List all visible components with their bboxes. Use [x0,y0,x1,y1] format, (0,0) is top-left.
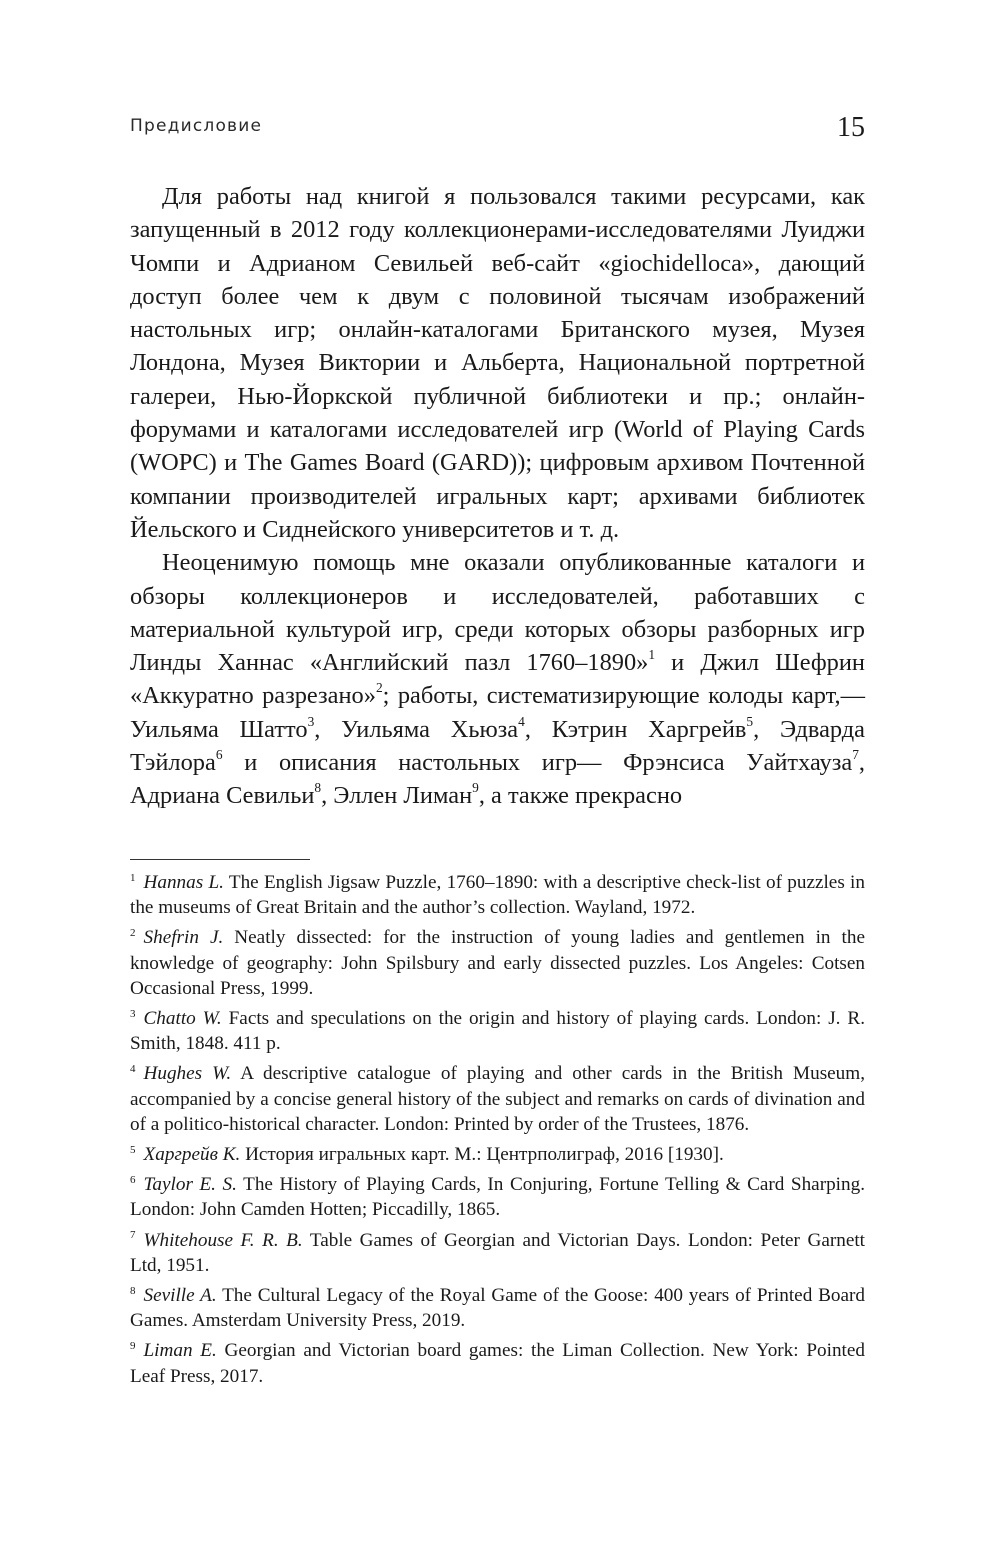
footnote-reference: 2 [375,680,383,696]
page-number: 15 [837,112,865,143]
footnote [130,925,865,1001]
footnote-text: Facts and speculations on the origin and history of playing cards. London: J. R. Smith, 1848. 411 p. [130,1008,866,1055]
footnote-author: Taylor E. S. [143,1174,237,1196]
body-text-run: , а также прекрасно [478,782,683,810]
footnote-number: 5 [130,1143,136,1156]
footnote-author: Whitehouse F. R. B. [143,1229,303,1251]
footnote-reference: 7 [852,746,859,762]
footnote-reference: 5 [746,713,754,729]
footnote-author: Харгрейв К. [143,1144,241,1166]
body-text-run: , Кэтрин Харгрейв [524,715,747,743]
footnote-text: The English Jigsaw Puzzle, 1760–1890: with a descriptive check-list of puzzles in the museums of Great Britain and the author’s collection. Wayland, 1972. [130,872,865,919]
footnote-reference: 8 [314,780,322,796]
footnote [130,1142,865,1167]
body-text-run: ; работы, систематизирующие колоды карт,— Уильяма Шатто [130,682,865,743]
body-text-run: Для работы над книгой я пользовался такими ресурсами, как запущенный в 2012 году коллекционерами-исследователями Луиджи Чомпи и Адрианом Севильей веб-сайт «giochidelloca», дающий доступ более чем к двум с половиной тысячам изображений настольных игр; онлайн-каталогами Британского музея, Музея Лондона, Музея Виктории и Альберта, Национальной портретной галереи, Нью-Йоркской публичной библиотеки и пр.; онлайн-форумами и каталогами исследователей игр (World of Playing Cards (WOPC) и The Games Board (GARD)); цифровым архивом Почтенной компании производителей игральных карт; архивами библиотек Йельского и Сиднейского университетов и т. д. [130,183,865,543]
body-paragraph [130,180,865,546]
footnote-text: Georgian and Victorian board games: the Liman Collection. New York: Pointed Leaf Press, 2017. [130,1340,865,1387]
footnote-number: 4 [130,1063,136,1076]
body-text-run: , Эллен Лиман [321,782,473,810]
footnote [130,1172,865,1222]
footnote-number: 7 [130,1229,136,1242]
footnote-number: 2 [130,927,136,940]
running-head [130,114,865,144]
book-page [130,0,865,1552]
footnote-reference: 6 [215,746,223,762]
body-text-run: и описания настольных игр— Фрэнсиса Уайтхауза [222,749,853,777]
footnotes [130,870,865,1394]
footnote-text: История игральных карт. М.: Центрполиграф, 2016 [1930]. [240,1144,724,1166]
footnote [130,1338,865,1388]
footnote-text: The History of Playing Cards, In Conjuring, Fortune Telling & Card Sharping. London: John Camden Hotten; Piccadilly, 1865. [130,1174,865,1221]
body-paragraph [130,546,865,812]
footnote-author: Hannas L. [143,872,224,893]
footnote-number: 1 [130,871,136,884]
footnote-author: Chatto W. [143,1008,222,1030]
footnote-reference: 4 [518,713,525,729]
footnote-author: Hughes W. [143,1063,232,1085]
footnote-author: Seville A. [143,1285,217,1307]
footnote [130,1006,865,1056]
footnote [130,1061,865,1137]
footnote-reference: 9 [472,780,479,796]
footnote-author: Liman E. [143,1340,217,1362]
footnote-text: Table Games of Georgian and Victorian Days. London: Peter Garnett Ltd, 1951. [130,1229,865,1276]
footnote-text: A descriptive catalogue of playing and other cards in the British Museum, accompanied by a concise general history of the subject and remarks on cards of divination and of a politico-historical character. London: Printed by order of the Trustees, 1876. [130,1063,865,1135]
footnote-reference: 3 [307,713,315,729]
body-text-run: , Эдварда Тэйлора [130,715,866,777]
body-text-run: и Джил Шефрин «Аккуратно разрезано» [130,649,865,710]
body-text-run: , Адриана Севильи [130,749,865,810]
footnote-text: The Cultural Legacy of the Royal Game of the Goose: 400 years of Printed Board Games. Amsterdam University Press, 2019. [130,1285,865,1332]
footnote [130,1228,865,1278]
body-text-run: Неоценимую помощь мне оказали опубликованные каталоги и обзоры коллекционеров и исследователей, работавших с материальной культурой игр, среди которых обзоры разборных игр Линды Ханнас «Английский пазл 1760–1890» [130,549,865,677]
footnote-number: 3 [130,1007,136,1020]
footnote-number: 6 [130,1173,136,1186]
footnote-reference: 1 [648,647,656,663]
footnote [130,870,865,920]
footnote [130,1283,865,1333]
footnote-separator [130,859,310,860]
running-title: Предисловие [130,116,263,136]
footnote-number: 9 [130,1340,136,1353]
body-text-run: , Уильяма Хьюза [314,715,519,743]
footnote-number: 8 [130,1284,136,1297]
body-text [130,180,865,813]
footnote-text: Neatly dissected: for the instruction of young ladies and gentlemen in the knowledge of geography: John Spilsbury and early dissected puzzles. Los Angeles: Cotsen Occasional Press, 1999. [130,927,865,999]
footnote-author: Shefrin J. [143,927,224,949]
